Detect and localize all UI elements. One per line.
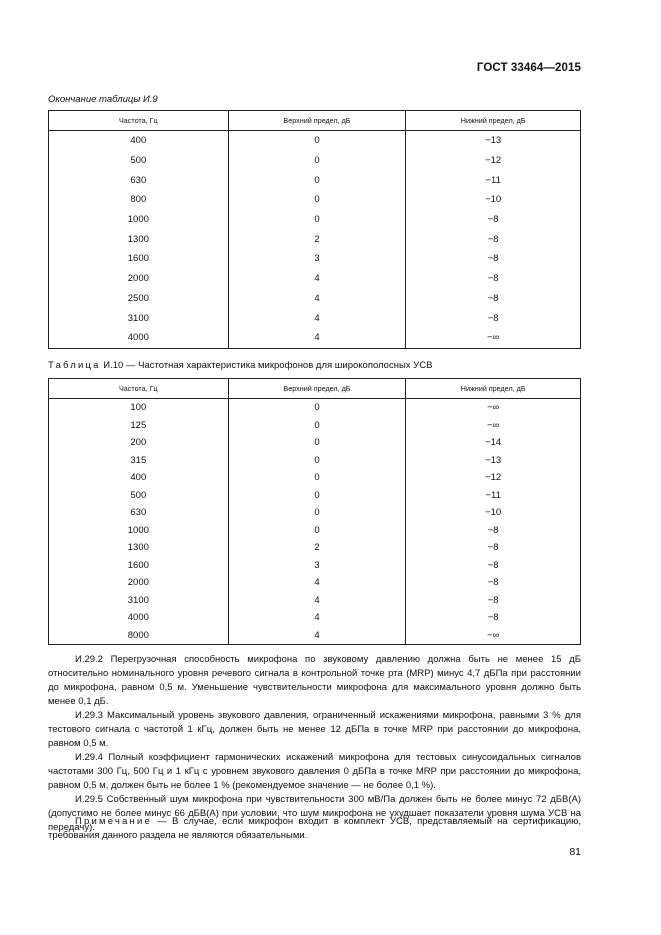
table-cell: −8 xyxy=(406,539,581,557)
table-cell: 800 xyxy=(49,190,229,210)
table-row xyxy=(49,210,581,230)
table-cell: −8 xyxy=(406,557,581,575)
table-cell: 630 xyxy=(49,170,229,190)
table-cell: −∞ xyxy=(406,417,581,435)
paragraph-29-3: И.29.3 Максимальный уровень звукового давления, ограниченный искажениями микрофона, равными 3 % для тестового сигнала с частотой 1 кГц, должен быть не менее 12 дБПа в точке MRP при расстоянии до микрофона, равном 0,5 м. xyxy=(48,710,581,749)
table-cell: −8 xyxy=(406,229,581,249)
table-row xyxy=(49,609,581,627)
note-text: — В случае, если микрофон входит в комплект УСВ, представляемый на сертификацию, требования данного раздела не являются обязательными. xyxy=(48,816,581,841)
note-lead: Примечание xyxy=(75,816,152,827)
column-header: Нижний предел, дБ xyxy=(406,111,581,131)
table-cell: −13 xyxy=(406,131,581,151)
table-row xyxy=(49,399,581,417)
table-cell: 630 xyxy=(49,504,229,522)
standard-designation: ГОСТ 33464—2015 xyxy=(476,62,581,74)
table-cell: 400 xyxy=(49,469,229,487)
table-cell: 4 xyxy=(228,609,406,627)
table-cell: 0 xyxy=(228,504,406,522)
table-cell: −8 xyxy=(406,592,581,610)
paragraph-29-2: И.29.2 Перегрузочная способность микрофона по звуковому давлению должна быть не менее 15 дБ относительно номинального уровня речевого сигнала в контрольной точке рта (MRP) минус 4,7 дБПа при расстоянии до микрофона, равном 0,5 м. Уменьшение чувствительности микрофона для максимального уровня должно быть менее 0,1 дБ. xyxy=(48,654,581,707)
table-cell: 4 xyxy=(228,592,406,610)
table-cell: 0 xyxy=(228,487,406,505)
table-cell: −13 xyxy=(406,452,581,470)
table-cell: 4 xyxy=(228,308,406,328)
table-cell: 2 xyxy=(228,229,406,249)
table-row xyxy=(49,229,581,249)
body-text xyxy=(48,653,581,835)
table-cell: −12 xyxy=(406,151,581,171)
table-row xyxy=(49,592,581,610)
table-cell: 500 xyxy=(49,487,229,505)
table-row xyxy=(49,249,581,269)
table-cell: 0 xyxy=(228,190,406,210)
table-cell: −11 xyxy=(406,487,581,505)
table-cell: 3100 xyxy=(49,592,229,610)
table-cell: 4 xyxy=(228,269,406,289)
table-cell: 1300 xyxy=(49,539,229,557)
table-cell: 3 xyxy=(228,557,406,575)
table-cell: −8 xyxy=(406,269,581,289)
column-header: Верхний предел, дБ xyxy=(228,379,406,399)
table-row xyxy=(49,151,581,171)
page-number: 81 xyxy=(569,846,581,858)
table-cell: 1000 xyxy=(49,210,229,230)
table-cell: −8 xyxy=(406,522,581,540)
table1-body xyxy=(49,131,581,349)
table-row xyxy=(49,504,581,522)
table-cell: 0 xyxy=(228,522,406,540)
table-cell: 4 xyxy=(228,328,406,348)
table2-body xyxy=(49,399,581,645)
table-cell: 1600 xyxy=(49,557,229,575)
table-cell: 3100 xyxy=(49,308,229,328)
table-cell: 0 xyxy=(228,210,406,230)
table-cell: 1000 xyxy=(49,522,229,540)
table-row xyxy=(49,627,581,645)
table-cell: 2000 xyxy=(49,269,229,289)
table2-caption-lead: Таблица xyxy=(48,360,101,371)
table-cell: −10 xyxy=(406,504,581,522)
table-cell: −∞ xyxy=(406,328,581,348)
table-cell: 2000 xyxy=(49,574,229,592)
table-cell: 200 xyxy=(49,434,229,452)
table-cell: −8 xyxy=(406,308,581,328)
table-cell: 125 xyxy=(49,417,229,435)
table-row xyxy=(49,417,581,435)
column-header: Частота, Гц xyxy=(49,111,229,131)
table1 xyxy=(48,110,581,349)
table-row xyxy=(49,131,581,151)
table-cell: 0 xyxy=(228,469,406,487)
paragraph-29-5: И.29.5 Собственный шум микрофона при чувствительности 300 мВ/Па должен быть не более минус 72 дБВ(A) (допустимо не более минус 66 дБВ(A) при условии, что шум микрофона не ухудшает показатели уровня шума УСВ на передачу). xyxy=(48,794,581,833)
table-cell: −8 xyxy=(406,574,581,592)
column-header: Частота, Гц xyxy=(49,379,229,399)
table-cell: 1300 xyxy=(49,229,229,249)
table-row xyxy=(49,434,581,452)
table-cell: −8 xyxy=(406,609,581,627)
table-cell: 0 xyxy=(228,131,406,151)
table-cell: −8 xyxy=(406,210,581,230)
table-row xyxy=(49,452,581,470)
paragraph-29-4: И.29.4 Полный коэффициент гармонических искажений микрофона для тестовых синусоидальных сигналов частотами 300 Гц, 500 Гц и 1 кГц с уровнем звукового давления 0 дБПа в точке MRP при расстоянии до микрофона, равном 0,5 м, должен быть не более 1 % (рекомендуемое значение — не более 0,1 %). xyxy=(48,752,581,791)
table-cell: 0 xyxy=(228,151,406,171)
column-header: Верхний предел, дБ xyxy=(228,111,406,131)
table-cell: 2500 xyxy=(49,289,229,309)
table-row xyxy=(49,487,581,505)
table-row xyxy=(49,328,581,348)
table1-caption: Окончание таблицы И.9 xyxy=(48,94,158,105)
table-row xyxy=(49,574,581,592)
table-cell: 500 xyxy=(49,151,229,171)
table-row xyxy=(49,539,581,557)
table-cell: 0 xyxy=(228,170,406,190)
table-cell: 400 xyxy=(49,131,229,151)
table-cell: −∞ xyxy=(406,399,581,417)
column-header: Нижний предел, дБ xyxy=(406,379,581,399)
table-cell: 4 xyxy=(228,289,406,309)
table-cell: −11 xyxy=(406,170,581,190)
table-cell: 8000 xyxy=(49,627,229,645)
table-cell: 315 xyxy=(49,452,229,470)
table-cell: 0 xyxy=(228,434,406,452)
table-cell: 4000 xyxy=(49,328,229,348)
table-row xyxy=(49,522,581,540)
table-cell: −8 xyxy=(406,249,581,269)
table-cell: −8 xyxy=(406,289,581,309)
table-cell: 0 xyxy=(228,399,406,417)
table-row xyxy=(49,557,581,575)
table-row xyxy=(49,190,581,210)
table2-caption xyxy=(48,360,432,371)
table-cell: −12 xyxy=(406,469,581,487)
table-cell: 3 xyxy=(228,249,406,269)
table-cell: 4 xyxy=(228,627,406,645)
table-cell: 0 xyxy=(228,417,406,435)
table-cell: −14 xyxy=(406,434,581,452)
table-cell: −∞ xyxy=(406,627,581,645)
table-row xyxy=(49,269,581,289)
table-cell: 0 xyxy=(228,452,406,470)
table-row xyxy=(49,469,581,487)
table-cell: 100 xyxy=(49,399,229,417)
table-cell: 2 xyxy=(228,539,406,557)
table-cell: 4 xyxy=(228,574,406,592)
table-cell: 1600 xyxy=(49,249,229,269)
note xyxy=(48,815,581,843)
table-row xyxy=(49,308,581,328)
table-cell: −10 xyxy=(406,190,581,210)
table2-caption-text: И.10 — Частотная характеристика микрофонов для широкополосных УСВ xyxy=(100,360,433,371)
table2 xyxy=(48,378,581,645)
table-row xyxy=(49,289,581,309)
table-cell: 4000 xyxy=(49,609,229,627)
table-row xyxy=(49,170,581,190)
